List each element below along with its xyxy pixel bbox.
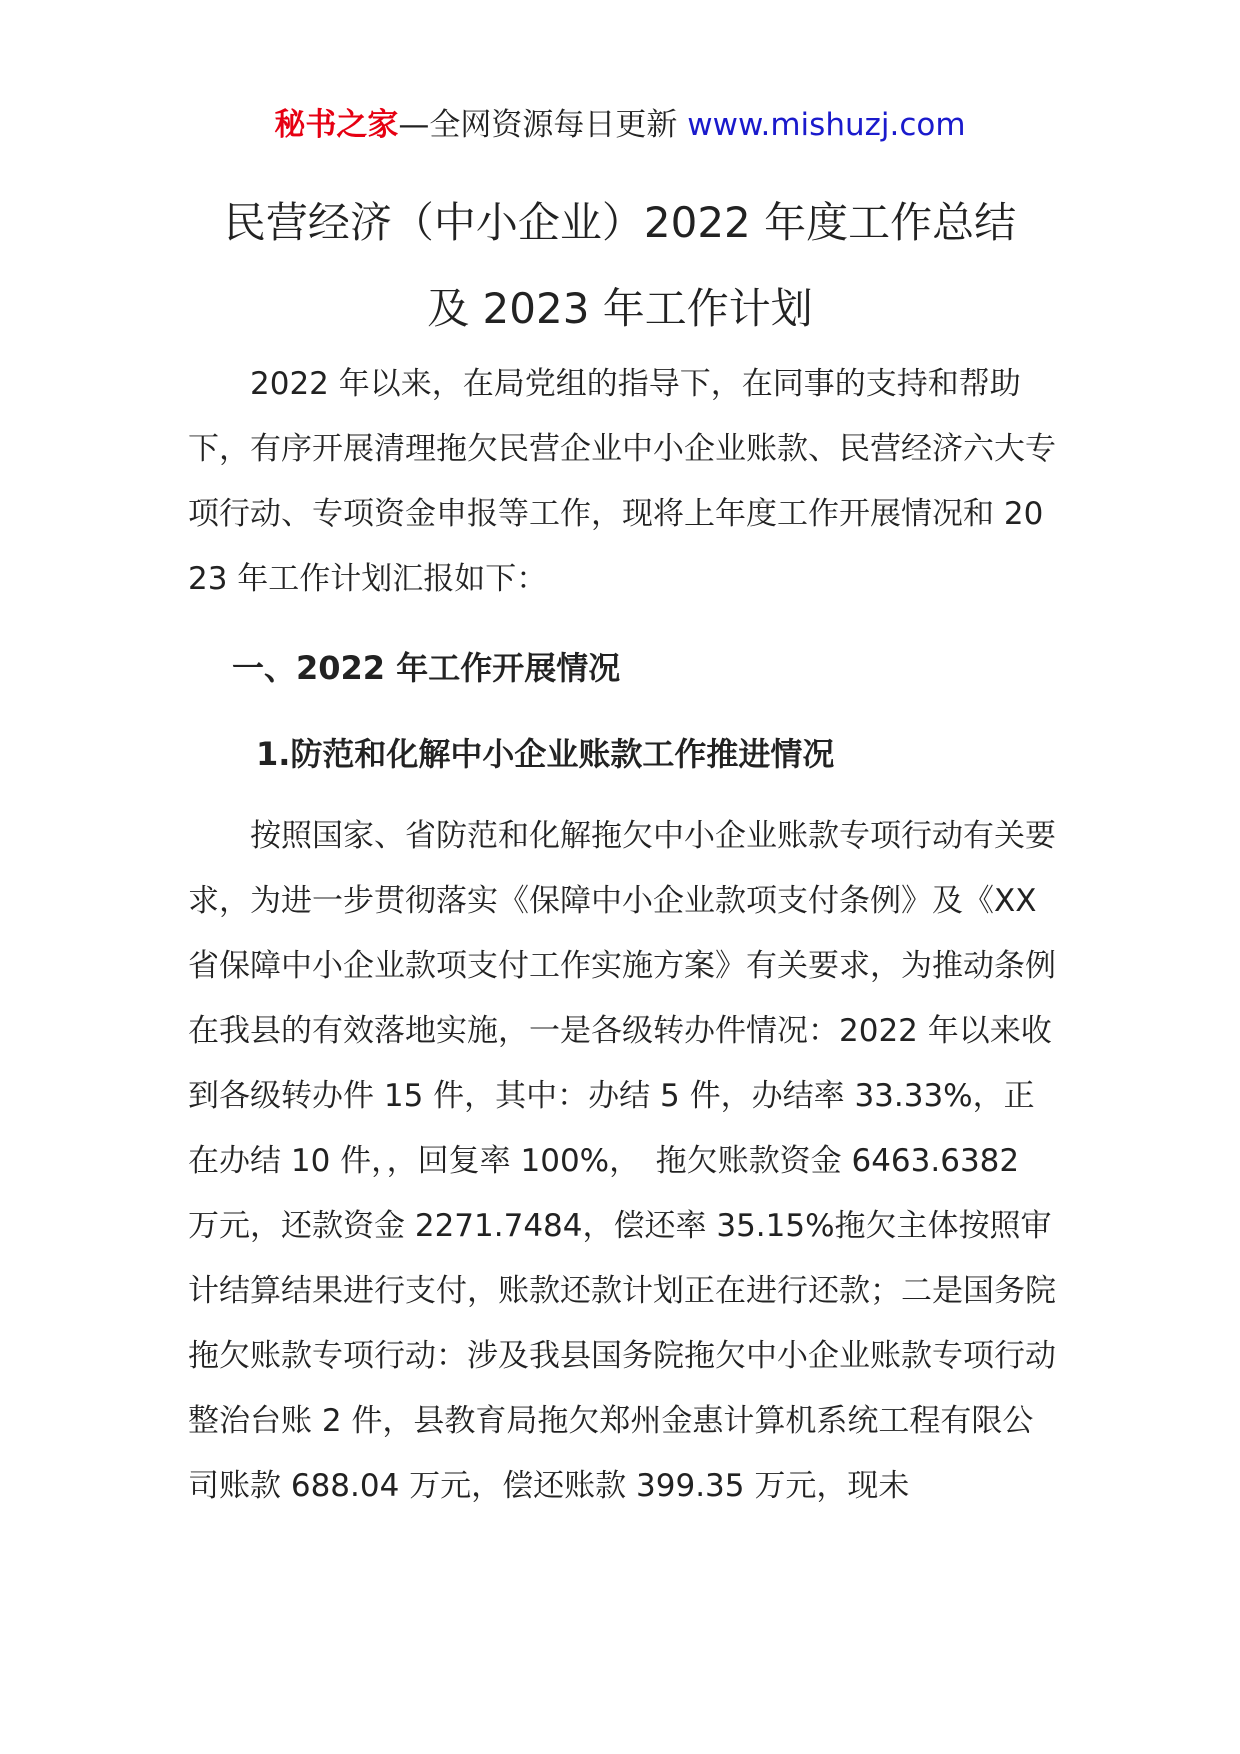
subsection-body-paragraph: 按照国家、省防范和化解拖欠中小企业账款专项行动有关要求，为进一步贯彻落实《保障中小企业款项支付条例》及《XX 省保障中小企业款项支付工作实施方案》有关要求，为推动条例在我县的有效落地实施，一是各级转办件情况：2022 年以来收到各级转办件 15 件，其中：办结 5 件，办结率 33.33%，正在办结 10 件，，回复率 100%， 拖欠账款资金 6463.6382 万元，还款资金 2271.7484，偿还率 35.15%拖欠主体按照审计结算结果进行支付，账款还款计划正在进行还款；二是国务院拖欠账款专项行动：涉及我县国务院拖欠中小企业账款专项行动整治台账 2 件，县教育局拖欠郑州金惠计算机系统工程有限公司账款 688.04 万元，偿还账款 399.35 万元，现未 (188, 818, 1056, 1504)
section-heading-1: 一、2022 年工作开展情况 (232, 649, 621, 687)
document-title (140, 180, 1100, 352)
title-line-1: 民营经济（中小企业）2022 年度工作总结 (223, 198, 1017, 247)
title-line-2: 及 2023 年工作计划 (427, 284, 813, 333)
brand-name: 秘书之家 (274, 107, 399, 143)
subsection-heading-1: 1.防范和化解中小企业账款工作推进情况 (256, 735, 835, 773)
intro-section (188, 352, 1058, 612)
subsection-body-section (188, 804, 1058, 1519)
intro-paragraph: 2022 年以来，在局党组的指导下，在同事的支持和帮助下，有序开展清理拖欠民营企业中小企业账款、民营经济六大专项行动、专项资金申报等工作，现将上年度工作开展情况和 2023 年工作计划汇报如下： (188, 366, 1056, 597)
site-url-link[interactable]: www.mishuzj.com (687, 107, 966, 143)
header-slogan: —全网资源每日更新 (398, 107, 688, 143)
site-header (0, 100, 1240, 150)
